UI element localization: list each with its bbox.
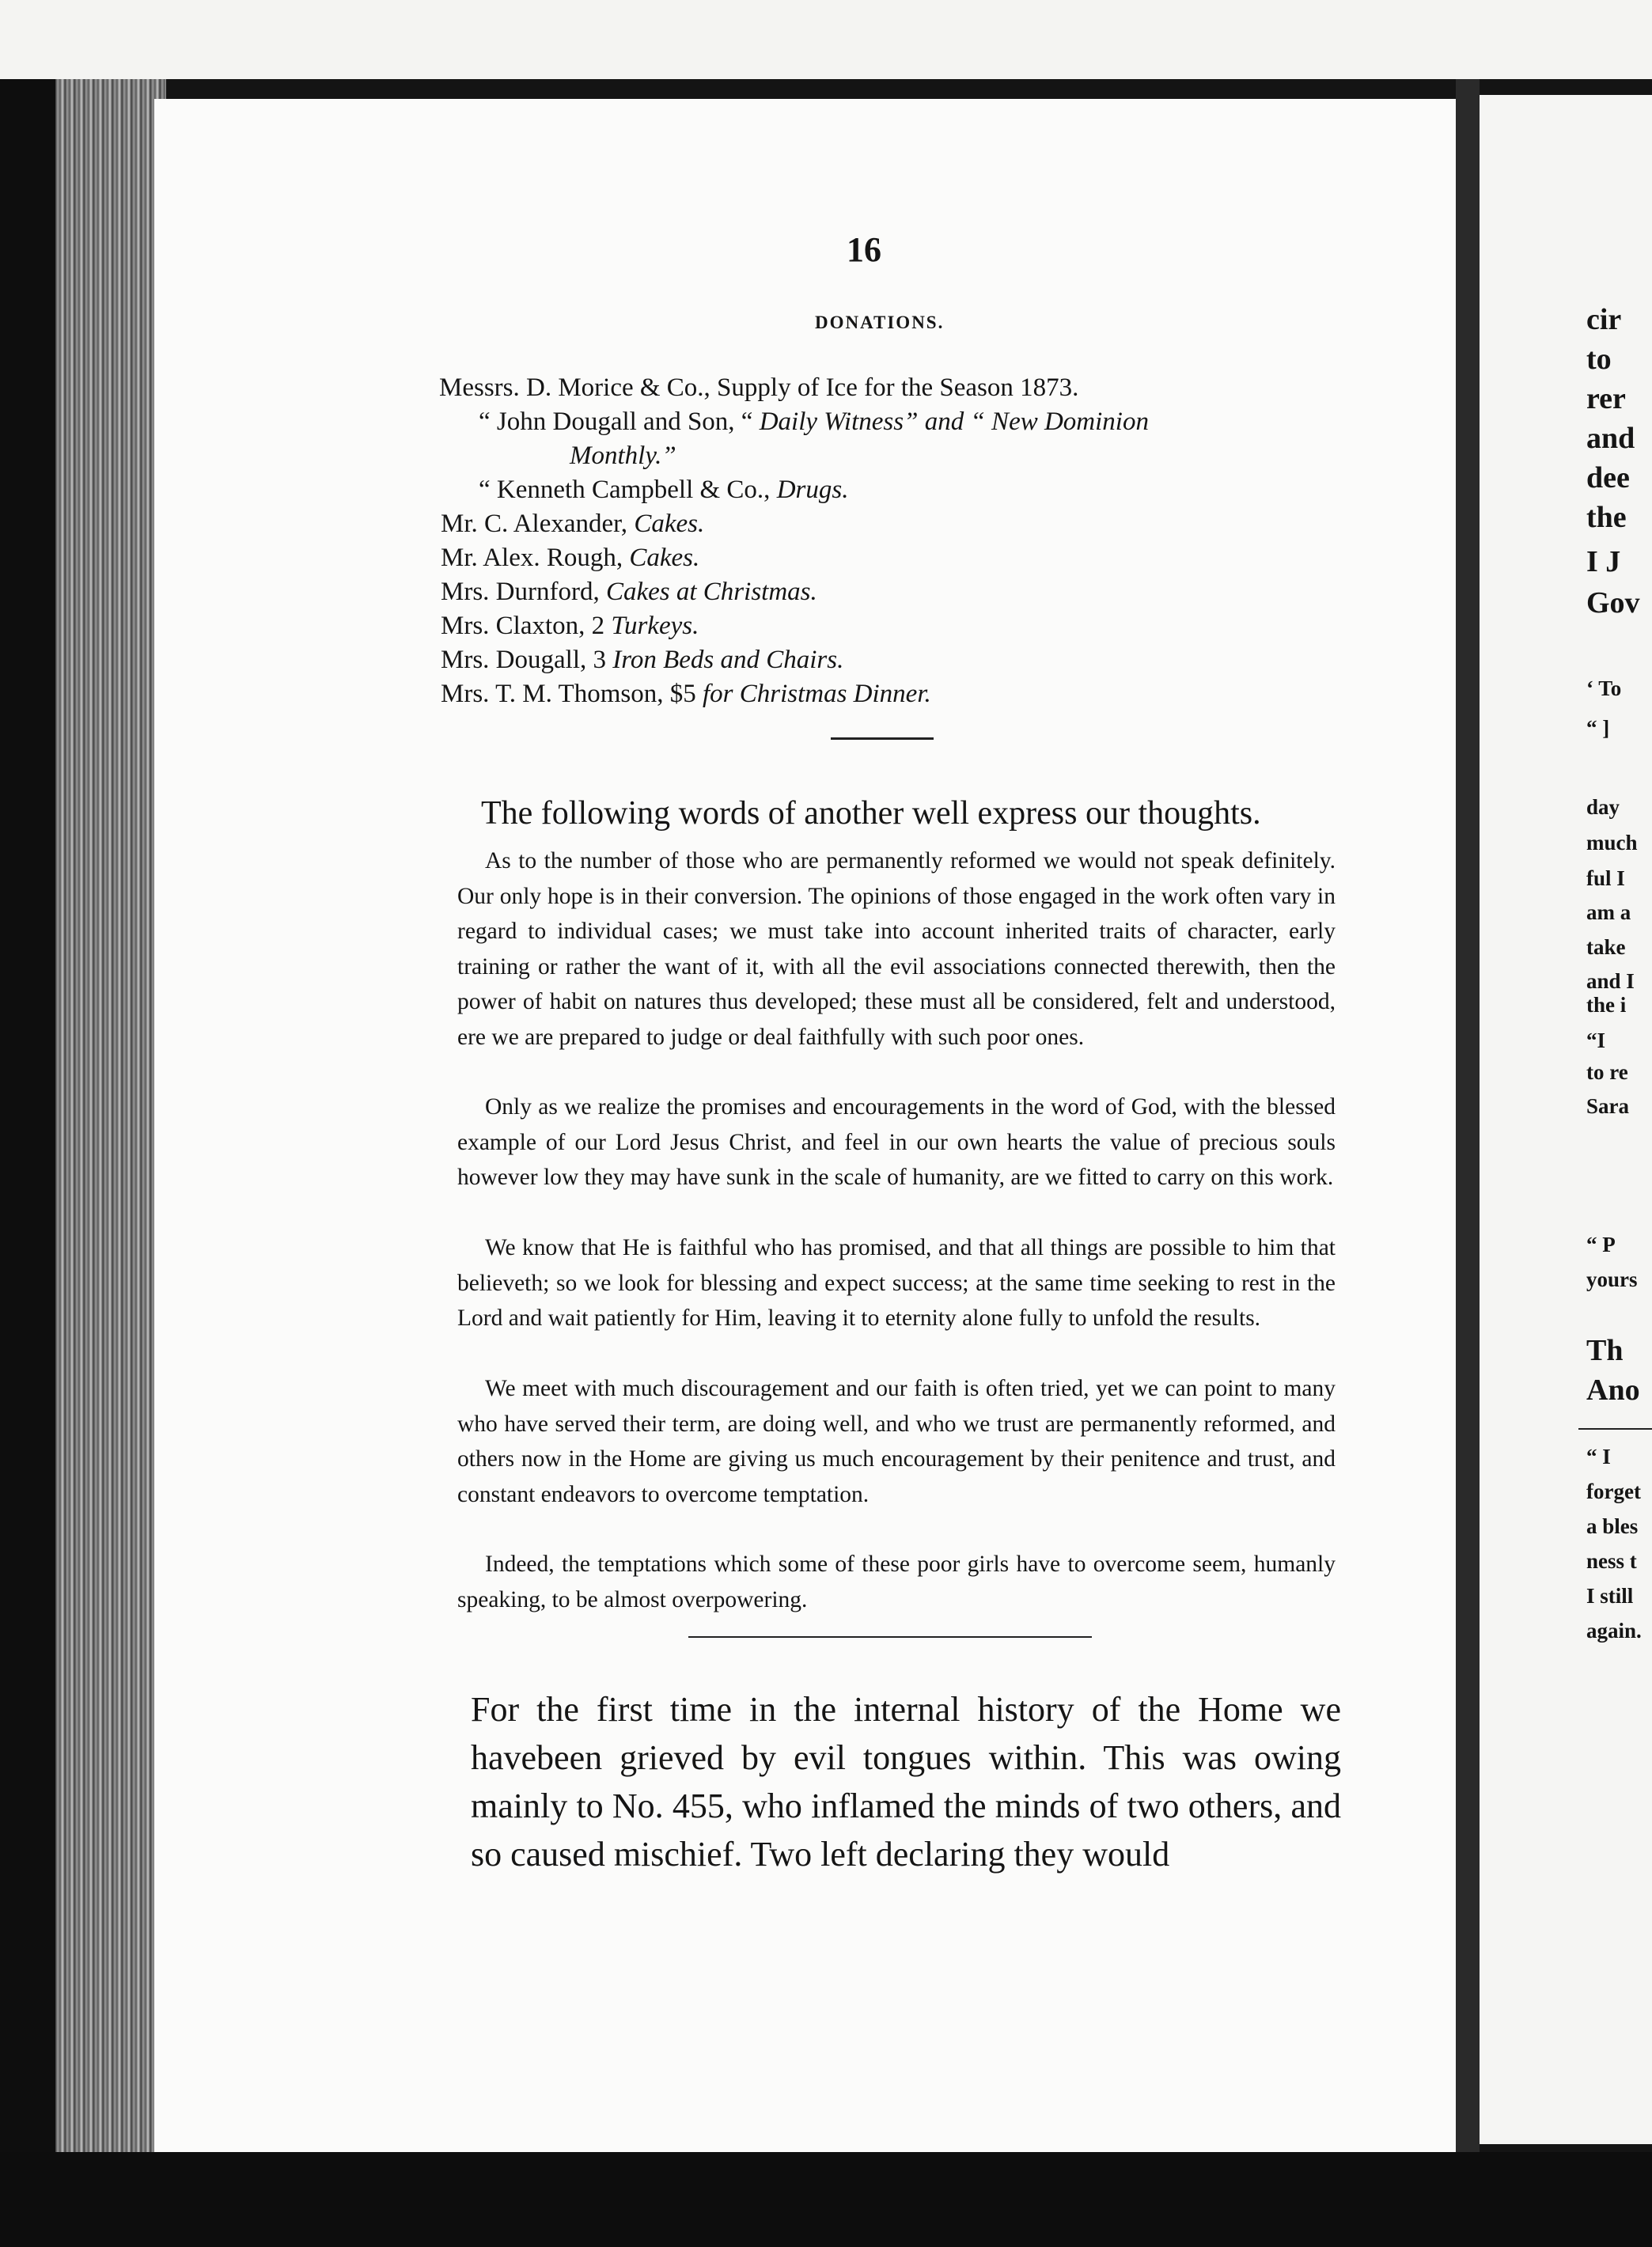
right-page-fragment: and <box>1586 422 1635 455</box>
donation-line: Mrs. Dougall, 3 Iron Beds and Chairs. <box>441 646 844 674</box>
right-page-fragment: ness t <box>1586 1549 1637 1573</box>
section-rule <box>831 737 934 740</box>
scan-bottom-border <box>0 2152 1652 2247</box>
right-page-fragment: I J <box>1586 545 1621 578</box>
right-page-fragment: to re <box>1586 1060 1628 1084</box>
right-page-fragment: Th <box>1586 1334 1624 1367</box>
scan-left-border <box>0 79 55 2247</box>
right-page-fragment: much <box>1586 831 1638 854</box>
right-page-fragment: “ ] <box>1586 716 1610 740</box>
right-page-fragment: rer <box>1586 382 1626 415</box>
right-page-fragment: I still <box>1586 1584 1634 1608</box>
donation-line: Monthly.” <box>570 441 676 470</box>
paragraph: As to the number of those who are permanently reformed we would not speak definitely. Our only hope is in their conversion. The opinions of those engaged in the work often vary in regard to individual cases; we must take into account inherited traits of character, early training or rather the want of it, with all the evil associations connected therewith, then the power of habit on natures thus developed; these must all be considered, felt and understood, ere we are prepared to judge or deal faithfully with such poor ones. <box>457 848 1336 1050</box>
right-page-fragment: yours <box>1586 1267 1638 1291</box>
right-page-fragment: forget <box>1586 1480 1641 1503</box>
book-page-edges <box>55 79 166 2152</box>
right-page-fragment: a bles <box>1586 1514 1639 1538</box>
page-number: 16 <box>847 230 881 269</box>
donation-line: Mr. C. Alexander, Cakes. <box>441 510 705 538</box>
donation-line: Mrs. T. M. Thomson, $5 for Christmas Dinner. <box>441 680 931 708</box>
donation-line: Messrs. D. Morice & Co., Supply of Ice for the Season 1873. <box>439 373 1079 402</box>
right-page-rule <box>1578 1428 1652 1430</box>
book-gutter <box>1456 79 1480 2247</box>
right-page-fragment: again. <box>1586 1619 1642 1643</box>
donation-line: “ Kenneth Campbell & Co., Drugs. <box>479 476 849 504</box>
paragraph: We meet with much discouragement and our faith is often tried, yet we can point to many who have served their term, are doing well, and who we trust are permanently reformed, and others now in the Home are giving us much encouragement by their penitence and trust, and constant endeavors to overcome temptation. <box>457 1376 1336 1507</box>
section-rule <box>688 1636 1092 1638</box>
scan-top-margin <box>0 0 1652 79</box>
right-page-fragment: “I <box>1586 1029 1606 1052</box>
right-page-fragment: cir <box>1586 303 1622 336</box>
right-page <box>1480 95 1652 2144</box>
right-page-fragment: Sara <box>1586 1094 1629 1118</box>
paragraph: Only as we realize the promises and encouragements in the word of God, with the blessed example of our Lord Jesus Christ, and feel in our own hearts the value of precious souls however low they may have sunk in the scale of humanity, are we fitted to carry on this work. <box>457 1094 1336 1190</box>
right-page-fragment: day <box>1586 795 1620 819</box>
donations-heading: DONATIONS. <box>815 313 945 332</box>
right-page-fragment: ‘ To <box>1586 676 1622 700</box>
right-page-fragment: the <box>1586 501 1627 534</box>
lead-sentence: The following words of another well express our thoughts. <box>481 795 1261 832</box>
right-page-fragment: Ano <box>1586 1374 1640 1407</box>
right-page-fragment: the i <box>1586 993 1627 1017</box>
right-page-fragment: take <box>1586 935 1626 959</box>
donation-line: Mrs. Durnford, Cakes at Christmas. <box>441 578 817 606</box>
paragraph: Indeed, the temptations which some of these poor girls have to overcome seem, humanly speaking, to be almost overpowering. <box>457 1552 1336 1612</box>
donation-line: Mrs. Claxton, 2 Turkeys. <box>441 612 699 640</box>
right-page-fragment: to <box>1586 343 1612 376</box>
donation-line: Mr. Alex. Rough, Cakes. <box>441 544 700 572</box>
right-page-fragment: Gov <box>1586 586 1640 620</box>
closing-paragraph: For the first time in the internal history of the Home we havebeen grieved by evil tongues within. This was owing mainly to No. 455, who inflamed the minds of two others, and so caused mischief. Two left declaring they would <box>471 1690 1341 1874</box>
right-page-fragment: dee <box>1586 461 1630 494</box>
right-page-fragment: “ I <box>1586 1445 1611 1468</box>
right-page-fragment: ful I <box>1586 866 1625 890</box>
paragraph: We know that He is faithful who has promised, and that all things are possible to him that believeth; so we look for blessing and expect success; at the same time seeking to rest in the Lord and wait patiently for Him, leaving it to eternity alone fully to unfold the results. <box>457 1235 1336 1331</box>
right-page-fragment: and I <box>1586 969 1635 993</box>
donation-line: “ John Dougall and Son, “ Daily Witness” and “ New Dominion <box>479 407 1149 436</box>
right-page-fragment: am a <box>1586 900 1631 924</box>
right-page-fragment: “ P <box>1586 1233 1616 1256</box>
